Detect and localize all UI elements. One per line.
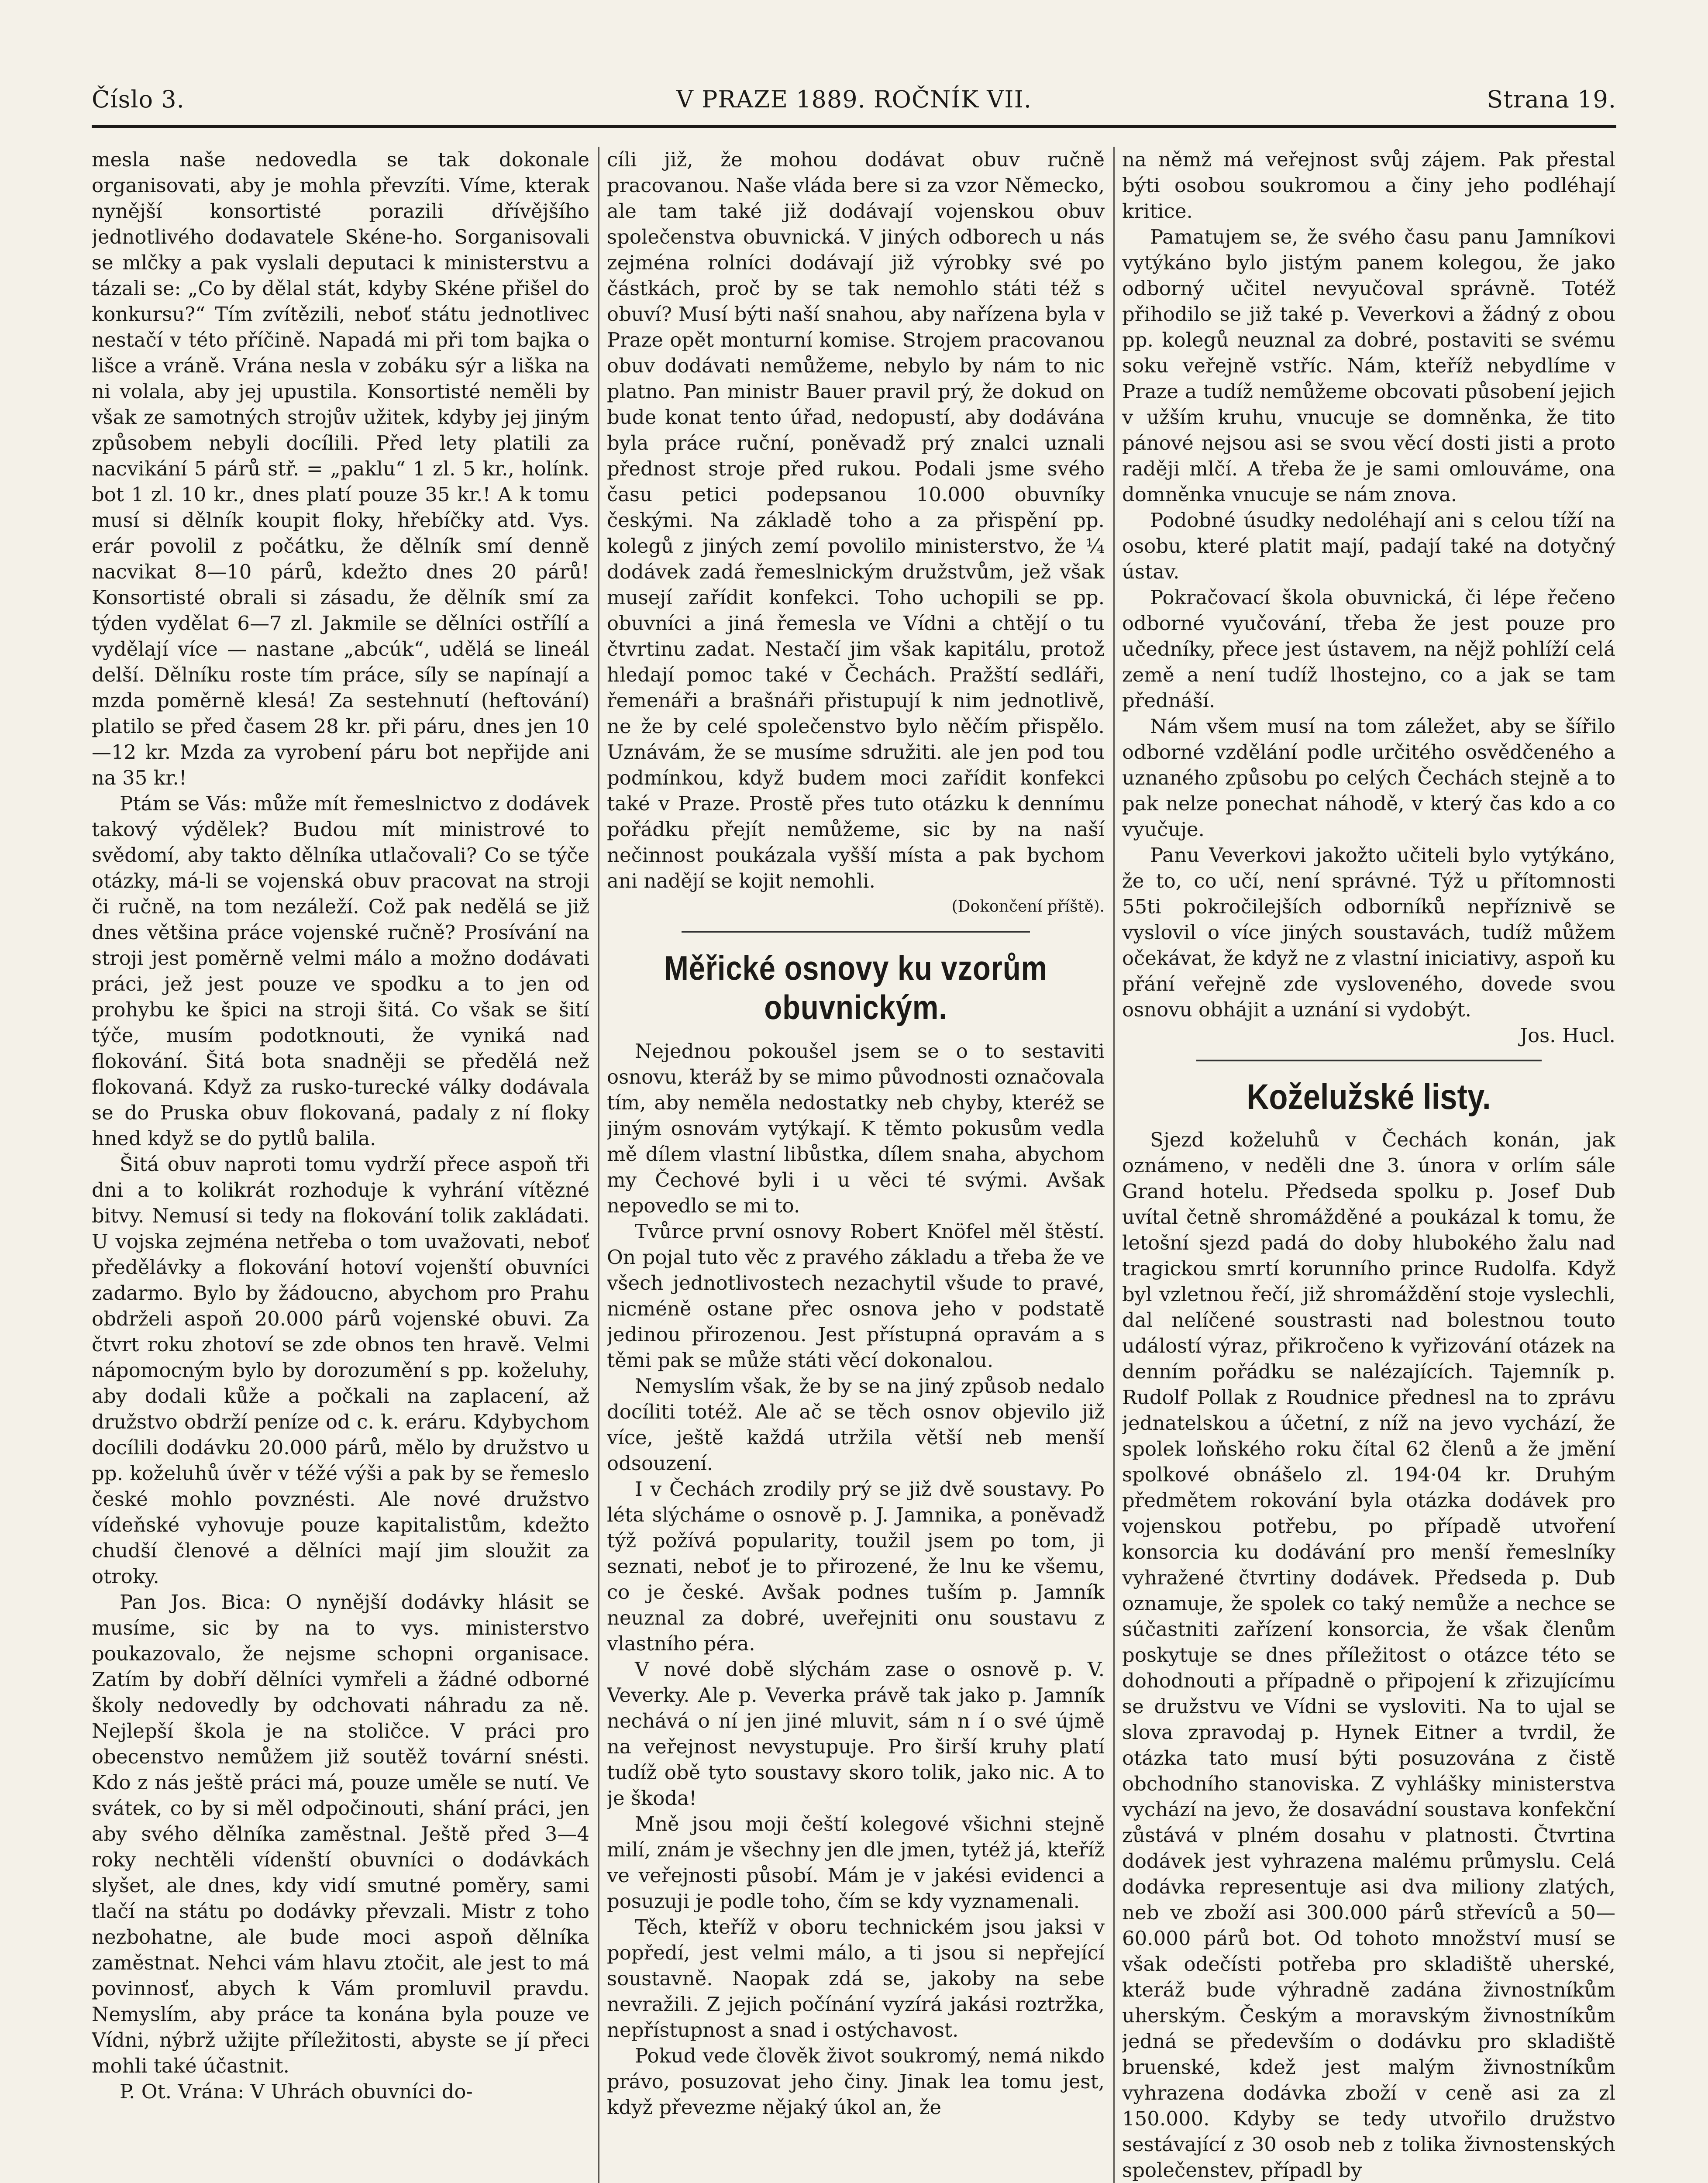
header-rule (92, 125, 1616, 128)
paragraph: Šitá obuv naproti tomu vydrží přece aspoň tři dni a to kolikrát rozhoduje k vyhrání vítězné bitvy. Nemusí si tedy na flokování tolik zakládati. U vojska zejména netřeba o tom uvažovati, neboť předělávky a flokování hotoví vojenští obuvníci zadarmo. Bylo by žádoucno, abychom pro Prahu obdrželi aspoň 20.000 párů vojenské obuvi. Za čtvrt roku zhotoví se zde obnos ten hravě. Velmi nápomocným bylo by dorozumění s pp. koželuhy, aby dodali kůže a počkali na zaplacení, až družstvo obdrží peníze od c. k. eráru. Kdybychom docílili dodávku 20.000 párů, mělo by družstvo u pp. koželuhů úvěr v téžé výši a pak by se řemeslo české mohlo povznésti. Ale nové družstvo vídeňské vyhovuje pouze kapitalistům, kdežto chudší členové a dělníci mají jim sloužit za otroky. (92, 1153, 589, 1588)
column-divider (1113, 147, 1115, 2183)
paragraph: Nemyslím však, že by se na jiný způsob nedalo docíliti totéž. Ale ač se těch osnov objevilo již více, ještě každá utržila větší neb menší odsouzení. (607, 1374, 1105, 1475)
section-divider (682, 931, 1030, 933)
page-number: Strana 19. (1487, 86, 1616, 113)
paragraph: Ptám se Vás: může mít řemeslnictvo z dodávek takový výdělek? Budou mít ministrové to svědomí, aby takto dělníka utlačovali? Co se týče otázky, má-li se vojenská obuv pracovat na stroji či ručně, na tom nezáleží. Což pak nedělá se již dnes většina práce vojenské ručně? Prosívání na stroji jest poměrně velmi málo a možno dodávati práci, jež jest pouze ve spodku a to jen od prohybu ke špici na stroji šitá. Co však se šití týče, musím podotknouti, že vyniká nad flokování. Šitá bota snadněji se předělá než flokovaná. Když za rusko-turecké války dodávala se do Pruska obuv flokovaná, padaly z ní floky hned když se do pytlů balila. (92, 792, 589, 1150)
paragraph: Mně jsou moji čeští kolegové všichni stejně milí, znám je všechny jen dle jmen, tytéž já, kteříž ve veřejnosti působí. Mám je v jakési evidenci a posuzuji je podle toho, čím se kdy vyznamenali. (607, 1812, 1105, 1913)
paragraph: I v Čechách zrodily prý se již dvě soustavy. Po léta slýcháme o osnově p. J. Jamnika, a poněvadž týž požívá popularity, toužil jsem po tom, ji seznati, neboť je to přirozené, že lnu ke všemu, co je české. Avšak podnes tuším p. Jamník neuznal za dobré, uveřejniti onu soustavu z vlastního péra. (607, 1477, 1105, 1655)
paragraph: Pokračovací škola obuvnická, či lépe řečeno odborné vyučování, třeba že jest pouze pro učedníky, přece jest ústavem, na nějž pohlíží celá země a není tudíž lhostejno, co a jak se tam přednáší. (1122, 586, 1615, 712)
column-1 (92, 147, 589, 2183)
paragraph: Nám všem musí na tom záležet, aby se šířilo odborné vzdělání podle určitého osvědčeného a uznaného způsobu po celých Čechách stejně a to pak nelze ponechat náhodě, v který čas kdo a co vyučuje. (1122, 715, 1615, 841)
paragraph: Panu Veverkovi jakožto učiteli bylo vytýkáno, že to, co učí, není správné. Týž u přítomnosti 55ti pokročilejších odborníků nepříznivě se vyslovil o více jiných soustavách, tudíž můžem očekávat, že když ne z vlastní iniciativy, aspoň ku přání veřejně zde vysloveného, dovede svou osnovu obhájit a uznání si vydobýt. (1122, 844, 1615, 1021)
paragraph: Sjezd koželuhů v Čechách konán, jak oznámeno, v neděli dne 3. února v orlím sále Grand hotelu. Předseda spolku p. Josef Dub uvítal četně shromážděné a poukázal k tomu, že letošní sjezd padá do doby hlubokého žalu nad tragickou smrtí korunního prince Rudolfa. Když byl vzletnou řečí, již shromáždění stoje vyslechli, dal nelíčené soustrasti nad bolestnou touto událostí výraz, přikročeno k vyřizování otázek na denním pořádku se nalézajících. Tajemník p. Rudolf Pollak z Roudnice přednesl na to zprávu jednatelskou a účetní, z níž na jevo vychází, že spolek loňského roku čítal 62 členů a že jmění spolkové obnášelo zl. 194·04 kr. Druhým předmětem rokování byla otázka dodávek pro vojenskou potřebu, po případě utvoření konsorcia ku dodávání pro menší řemeslníky vyhražené čtvrtiny dodávek. Předseda p. Dub oznamuje, že spolek co taký nemůže a nechce se súčastniti zařízení konsorcia, že však členům poskytuje se dnes příležitost o otázce této se dohodnouti a případně o připojení k zřizujícímu se družstvu ve Vídni se vysloviti. Na to ujal se slova zpravodaj p. Hynek Eitner a tvrdil, že otázka tato musí býti posuzována z čistě obchodního stanoviska. Z vyhlášky ministerstva vychází na jevo, že dosavádní soustava konfekční zůstává v plném dosahu v platnosti. Čtvrtina dodávek jest vyhrazena malému průmyslu. Celá dodávka representuje asi dva miliony zlatých, neb ve zboží asi 300.000 párů střevíců a 50—60.000 párů bot. Od tohoto množství musí se však odečísti potřeba pro skladiště uherské, kteráž bude výhradně zadána živnostníkům uherským. Českým a moravským živnostníkům jedná se především o dodávku pro skladiště bruenské, kdež jest malým živnostníkům vyhrazena dodávka zboží v ceně asi za zl 150.000. Kdyby se tedy utvořilo družstvo sestávající z 30 osob neb z tolika živnostenských společenstev, případl by (1122, 1128, 1615, 2182)
paragraph: Pamatujem se, že svého času panu Jamníkovi vytýkáno bylo jistým panem kolegou, že jako odborný učitel nevyučoval správně. Totéž přihodilo se již také p. Veverkovi a žádný z obou pp. kolegů neuznal za dobré, postaviti se svému soku veřejně vstříc. Nám, kteříž nebydlíme v Praze a tudíž nemůžeme obcovati působení jejich v užším kruhu, vnucuje se domněnka, že tito pánové nejsou asi se svou věcí dosti jisti a proto raději mlčí. A třeba že je sami omlouváme, ona domněnka vnucuje se nám znova. (1122, 225, 1615, 506)
section-divider (1196, 1060, 1542, 1061)
continued-note: (Dokončení příště). (951, 898, 1105, 916)
column-3 (1122, 147, 1615, 2183)
paragraph: P. Ot. Vrána: V Uhrách obuvníci do- (120, 2080, 473, 2103)
section-heading: Koželužské listy. (1247, 1077, 1491, 1117)
place-and-year: V PRAZE 1889. ROČNÍK VII. (676, 86, 1032, 113)
paragraph: na němž má veřejnost svůj zájem. Pak přestal býti osobou soukromou a činy jeho podléhají kritice. (1122, 148, 1615, 223)
paragraph: Podobné úsudky nedoléhají ani s celou tíží na osobu, které platit mají, padají také na dotyčný ústav. (1122, 509, 1615, 583)
paragraph: V nové době slýchám zase o osnově p. V. Veverky. Ale p. Veverka právě tak jako p. Jamník nechává o ní jen jiné mluvit, sám n í o své újmě na veřejnost nevystupuje. Pro širší kruhy platí tudíž obě tyto soustavy skoro tolik, jako nic. A to je škoda! (607, 1658, 1105, 1810)
paragraph: cíli již, že mohou dodávat obuv ručně pracovanou. Naše vláda bere si za vzor Německo, ale tam také již dodávají vojenskou obuv společenstva obuvnická. V jiných odborech u nás zejména rolníci dodávají již výrobky své po částkách, proč by se tak nemohlo státi též s obuví? Musí býti naší snahou, aby nařízena byla v Praze opět monturní komise. Strojem pracovanou obuv dodávati nemůžeme, nebylo by nám to nic platno. Pan ministr Bauer pravil prý, že dokud on bude konat tento úřad, nedopustí, aby dodávána byla práce ruční, poněvadž prý znalci uznali přednost stroje před rukou. Podali jsme svého času petici podepsanou 10.000 obuvníky českými. Na základě toho a za přispění pp. kolegů z jiných zemí povolilo ministerstvo, že ¼ dodávek zadá řemeslnickým družstvům, jež však musejí zařídit konfekci. Toho uchopili se pp. obuvníci a jiná řemesla ve Vídni a chtějí o tu čtvrtinu zadat. Nestačí jim však kapitálu, protož hledají pomoc také v Čechách. Pražští sedláři, řemenáři a brašnáři přistupují k nim jednotlivě, ne že by celé společenstvo bylo něčím přispělo. Uznávám, že se musíme sdružiti. ale jen pod tou podmínkou, když budem moci zařídit konfekci také v Praze. Prostě přes tuto otázku k dennímu pořádku přejít nemůžeme, sic by na naší nečinnost poukázala vyšší místa a pak bychom ani nadějí se kojit nemohli. (607, 148, 1105, 892)
paragraph: Nejednou pokoušel jsem se o to sestaviti osnovu, kteráž by se mimo původnosti označovala tím, aby neměla nedostatky neb chyby, kteréž se jiným osnovám vytýkají. K těmto pokusům vedla mě dílem vlastní libůstka, dílem snaha, abychom my Čechové byli i u věci té svými. Avšak nepovedlo se mi to. (607, 1040, 1105, 1217)
page-header (92, 86, 1616, 121)
column-2 (607, 147, 1105, 2183)
paragraph: Pokud vede člověk život soukromý, nemá nikdo právo, posuzovat jeho činy. Jinak lea tomu jest, když převezme nějaký úkol an, že (607, 2044, 1105, 2119)
paragraph: mesla naše nedovedla se tak dokonale organisovati, aby je mohla převzíti. Víme, kterak nynější konsortisté porazili dřívějšího jednotlivého dodavatele Skéne-ho. Sorganisovali se mlčky a pak vyslali deputaci k ministerstvu a tázali se: „Co by dělal stát, kdyby Skéne přišel do konkursu?“ Tím zvítězili, neboť státu jednotlivec nestačí v této příčině. Napadá mi při tom bajka o lišce a vráně. Vrána nesla v zobáku sýr a liška na ni volala, aby jej upustila. Konsortisté neměli by však ze samotných strojův užitek, kdyby jej jiným způsobem nebyli docílili. Před lety platili za nacvikání 5 párů stř. = „paklu“ 1 zl. 5 kr., holínk. bot 1 zl. 10 kr., dnes platí pouze 35 kr.! A k tomu musí si dělník koupit floky, hřebíčky atd. Vys. erár povolil z počátku, že dělník smí denně nacvikat 8—10 párů, kdežto dnes 20 párů! Konsortisté obrali si zásadu, že dělník smí za týden vydělat 6—7 zl. Jakmile se dělníci ostřílí a vydělají více — nastane „abcúk“, udělá se lineál delší. Dělníku roste tím práce, síly se napínají a mzda poměrně klesá! Za sestehnutí (heftování) platilo se před časem 28 kr. při páru, dnes jen 10—12 kr. Mzda za vyrobení páru bot nepřijde ani na 35 kr.! (92, 148, 589, 789)
article-heading: Měřické osnovy ku vzorům obuvnickým. (664, 949, 1048, 1026)
paragraph: Těch, kteříž v oboru technickém jsou jaksi v popředí, jest velmi málo, a ti jsou si nepřející soustavně. Naopak zdá se, jakoby na sebe nevražili. Z jejich počínání vyzírá jakási roztržka, nepřístupnost a snad i ostýchavost. (607, 1915, 1105, 2042)
author-signature: Jos. Hucl. (1520, 1024, 1615, 1047)
paragraph: Pan Jos. Bica: O nynější dodávky hlásit se musíme, sic by na to vys. ministerstvo poukazovalo, že nejsme schopni organisace. Zatím by dobří dělníci vymřeli a žádné odborné školy nedovedly by odchovati náhradu za ně. Nejlepší škola je na stoličce. V práci pro obecenstvo nemůžem již soutěž tovární snésti. Kdo z nás ještě práci má, pouze uměle se nutí. Ve svátek, co by si měl odpočinouti, shání práci, jen aby svého dělníka zaměstnal. Ještě před 3—4 roky nechtěli vídenští obuvníci o dodávkách slyšet, ale dnes, kdy vidí smutné poměry, sami tlačí na státu po dodávky převzali. Mistr z toho nezbohatne, ale bude moci aspoň dělníka zaměstnat. Nehci vám hlavu ztočit, ale jest to má povinnosť, abych k Vám promluvil pravdu. Nemyslím, aby práce ta konána byla pouze ve Vídni, nýbrž užijte příležitosti, abyste se jí přeci mohli také účastnit. (92, 1591, 589, 2077)
issue-number: Číslo 3. (92, 86, 185, 113)
paragraph: Tvůrce první osnovy Robert Knöfel měl štěstí. On pojal tuto věc z pravého základu a třeba že ve všech jednotlivostech nezachytil všude to pravé, nicméně ostane přec osnova jeho v podstatě jedinou přirozenou. Jest přístupná opravám a s těmi pak se může státi věcí dokonalou. (607, 1220, 1105, 1372)
column-divider (598, 147, 599, 2183)
